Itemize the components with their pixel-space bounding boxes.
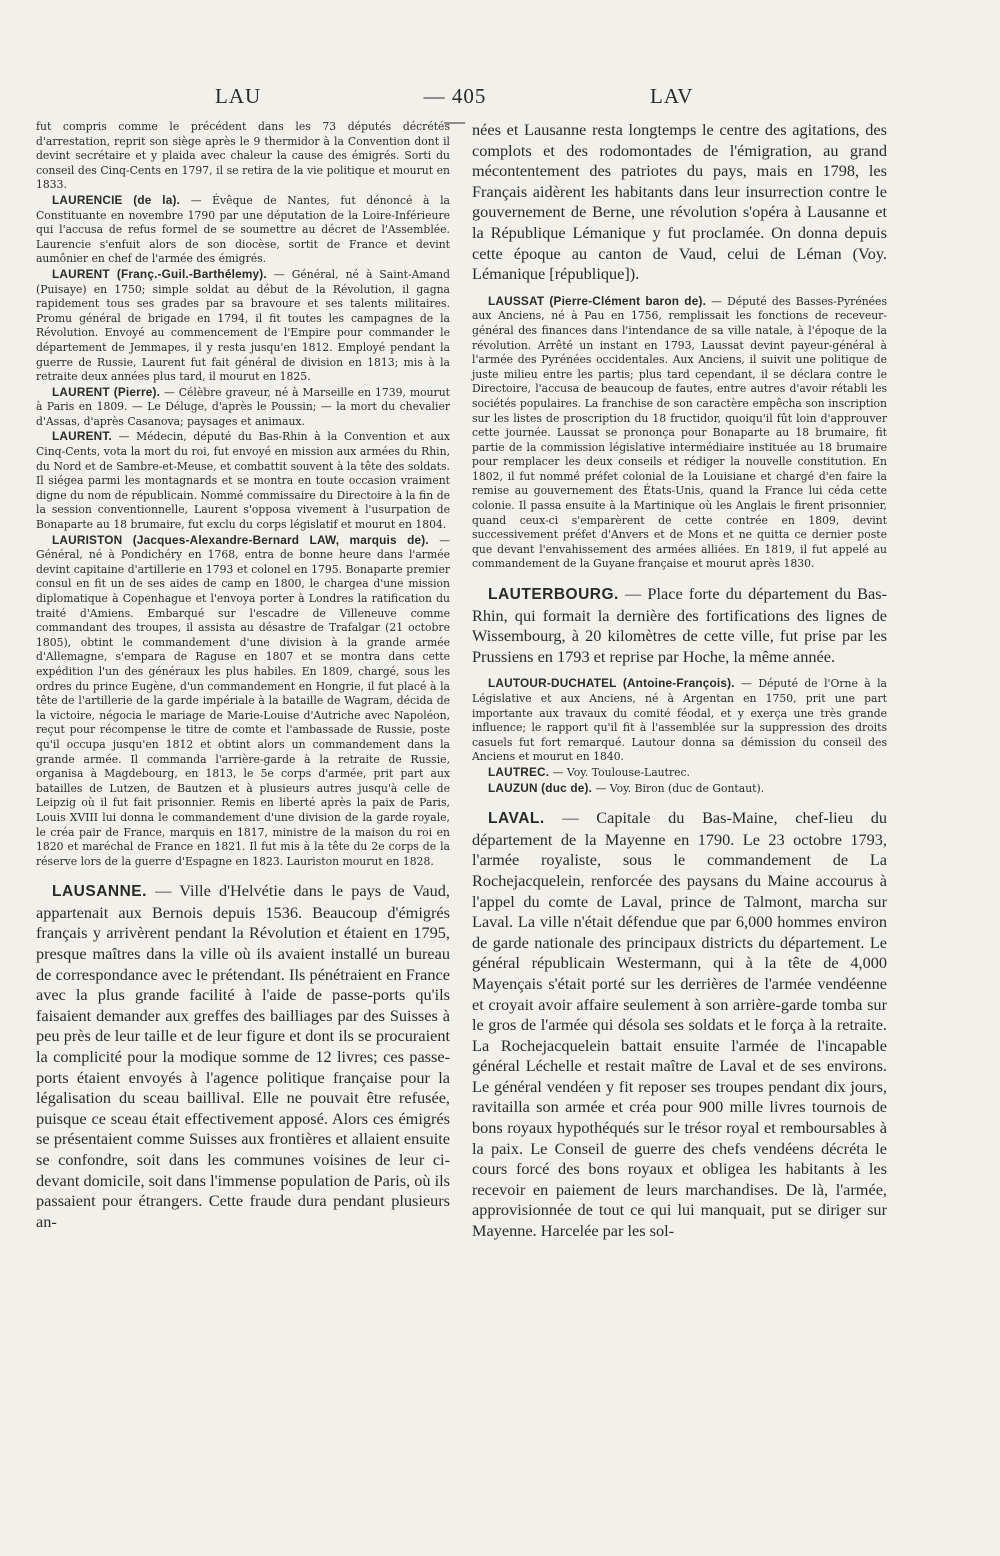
- entry-heading: LAURENCIE (de la).: [52, 192, 181, 207]
- entry-heading: LAUSSAT (Pierre-Clément baron de).: [488, 293, 707, 308]
- entry-heading: LAURISTON (Jacques-Alexandre-Bernard LAW, marquis de).: [52, 532, 429, 547]
- entry-laval: LAVAL. — Capitale du Bas-Maine, chef-lieu du département de la Mayenne en 1790. Le 23 octobre 1793, l'armée royaliste, sous le commandement de La Rochejacquelein, renforcée des paysans du Maine accourus à l'appel du comte de Laval, prince de Talmont, marcha sur Laval. La ville n'était défendue que par 6,000 hommes environ de garde nationale des principaux districts du département. Le général républicain Westermann, qui à la tête de 4,000 Mayençais s'était porté sur les derrières de l'armée vendéenne et croyait avoir affaire seulement à son arrière-garde tomba sur le gros de l'armée qui désola ses soldats et le força à la retraite. La Rochejacquelein battait ensuite l'armée de l'incapable général Léchelle et restait maître de Laval et de ses environs. Le général vendéen y fit reposer ses troupes pendant dix jours, ravitailla son armée et créa pour 900 mille livres tournois de bons royaux hypothéqués sur le trésor royal et remboursables à la paix. Le Conseil de guerre des chefs vendéens décréta le cours forcé des bons royaux et obligea les habitants à les recevoir en paiement de leurs marchandises. De là, l'armée, approvisionnée de tout ce qui lui manquait, put se diriger sur Mayenne. Harcelée par les sol-: [472, 808, 887, 1241]
- entry-lauterbourg: LAUTERBOURG. — Place forte du département du Bas-Rhin, qui formait la dernière des fortifications des lignes de Wissembourg, à 20 kilomètres de cette ville, fut prise par les Prussiens en 1793 et reprise par Hoche, la même année.: [472, 584, 887, 666]
- entry-laussat: LAUSSAT (Pierre-Clément baron de). — Député des Basses-Pyrénées aux Anciens, né à Pau en 1756, remplissait les fonctions de receveur-général des finances dans l'intendance de sa ville natale, à l'époque de la révolution. Arrêté un instant en 1793, Laussat devint payeur-général à l'armée des Pyrénées occidentales. Aux Anciens, il suivit une politique de juste milieu entre les partis; plus tard cependant, il se déclara contre le Directoire, l'accusa de beaucoup de fautes, entre autres d'avoir rétabli les sociétés populaires. La franchise de son caractère empêcha son inscription sur les listes de proscription du 18 fructidor, quoiqu'il fût loin d'approuver cette journée. Laussat se prononça pour Bonaparte au 18 brumaire, fit partie de la commission législative intermédiaire instituée au 18 brumaire pour remplacer les deux conseils et rédiger la nouvelle constitution. En 1802, il fut nommé préfet colonial de la Louisiane et chargé d'en faire la remise au gouvernement des États-Unis, quand la France lui céda cette colonie. Il passa ensuite à la Martinique où les Anglais le firent prisonnier, quand ceux-ci s'emparèrent de cette contrée en 1809, devint successivement préfet d'Anvers et de Mons et ne quitta ce dernier poste que devant l'envahissement des armées alliées. En 1819, il fut appelé au commandement de la Guyane française et mourut après 1830.: [472, 293, 887, 571]
- entry-lauriston: LAURISTON (Jacques-Alexandre-Bernard LAW, marquis de). — Général, né à Pondichéry en 1768, entra de bonne heure dans l'armée devint capitaine d'artillerie en 1793 et colonel en 1795. Bonaparte premier consul en fit un de ses aides de camp en 1800, le chargea d'une mission diplomatique à Copenhague et l'envoya porter à Londres la ratification du traité d'Amiens. Embarqué sur l'escadre de Villeneuve comme commandant des troupes, il assista au désastre de Trafalgar (21 octobre 1805), obtint le commandement d'une division à la grande armée d'Allemagne, s'empara de Raguse en 1807 et se montra dans cette expédition l'un des généraux les plus habiles. En 1809, chargé, sous les ordres du prince Eugène, d'un commandement en Hongrie, il fut placé à la tête de l'artillerie de la garde impériale à la bataille de Wagram, décida de la victoire, négocia le mariage de Marie-Louise d'Autriche avec Napoléon, reçut pour récompense le titre de comte et l'ambassade de Russie, poste qu'il occupa jusqu'en 1812 et obtint alors un commandement dans la grande armée. Il commanda l'arrière-garde à la retraite de Russie, organisa à Magdebourg, en 1813, le 5e corps d'armée, prit part aux batailles de Lutzen, de Bautzen et à plusieurs autres jusqu'à celle de Leipzig où il fut fait prisonnier. Remis en liberté après la paix de Paris, Louis XVIII lui donna le commandement d'une division de la garde royale, le créa pair de France, marquis en 1817, ministre de la maison du roi en 1820 et maréchal de France en 1821. Il fut mis à la tête du 2e corps de la réserve lors de la guerre d'Espagne en 1823. Lauriston mourut en 1828.: [36, 532, 450, 868]
- page-number: — 405 —: [423, 84, 487, 133]
- entry-lautrec: LAUTREC. — Voy. Toulouse-Lautrec.: [488, 764, 690, 779]
- entry-heading: LAVAL.: [488, 810, 545, 828]
- entry-heading: LAUSANNE.: [52, 883, 147, 901]
- entry-laurent-pierre: LAURENT (Pierre). — Célèbre graveur, né à Marseille en 1739, mourut à Paris en 1809. — Le Déluge, d'après le Poussin; — la mort du chevalier d'Assas, d'après Casanova; paysages et animaux.: [36, 384, 450, 428]
- left-column: [36, 120, 450, 1232]
- entry-lausanne: LAUSANNE. — Ville d'Helvétie dans le pays de Vaud, appartenait aux Bernois depuis 1536. Beaucoup d'émigrés français y arrivèrent pendant la Révolution et étaient en 1795, presque maîtres dans la ville où ils avaient installé un bureau de correspondance avec le prétendant. Ils pénétraient en France avec la plus grande facilité à l'aide de passe-ports qu'ils faisaient demander aux greffes des bailliages par des Suisses à peu près de leur taille et de leur figure et dont ils se procuraient la complicité pour la modique somme de 12 livres; ces passe-ports étaient envoyés à l'agence politique française pour la légalisation du sceau baillival. Elle ne pouvait être refusée, puisque ce sceau était effectivement apposé. Alors ces émigrés se présentaient comme Suisses aux frontières et allaient ensuite se confondre, soit dans les communes voisines de leur ci-devant domicile, soit dans l'immense population de Paris, où ils passaient pour étrangers. Cette fraude dura pendant plusieurs an-: [36, 881, 450, 1231]
- entry-continuation: fut compris comme le précédent dans les 73 députés décrétés d'arrestation, reprit son siège après le 9 thermidor à la Convention dont il devint secrétaire et y plaida avec chaleur la cause des émigrés. Sorti du conseil des Cinq-Cents en 1797, il se retira de la vie politique et mourut en 1833.: [36, 120, 450, 192]
- entry-lautour-duchatel: LAUTOUR-DUCHATEL (Antoine-François). — Député de l'Orne à la Législative et aux Anciens, né à Argentan en 1750, prit une part importante aux travaux du comité féodal, et y exerça une très grande influence; le rapport qu'il fit à l'assemblée sur la suppression des droits casuels fut fort remarqué. Lautour donna sa démission du conseil des Anciens et mourut en 1840.: [472, 676, 887, 764]
- entry-heading: LAURENT (Franç.-Guil.-Barthélemy).: [52, 266, 267, 281]
- page-header: [0, 84, 1000, 133]
- entry-laurent-francois: LAURENT (Franç.-Guil.-Barthélemy). — Général, né à Saint-Amand (Puisaye) en 1750; simple soldat au début de la Révolution, il gagna rapidement tous ses grades par sa bravoure et ses talents militaires. Promu général de brigade en 1794, il fit toutes les campagnes de la Révolution. Envoyé au commencement de l'Empire pour commander le département de Jemmapes, il y resta jusqu'en 1812. Employé pendant la guerre de Russie, Laurent fut fait général de division en 1813; mis à la retraite deux années plus tard, il mourut en 1825.: [36, 266, 450, 384]
- entry-lauzun: LAUZUN (duc de). — Voy. Biron (duc de Gontaut).: [488, 780, 765, 795]
- entry-laurencie: LAURENCIE (de la). — Évêque de Nantes, fut dénoncé à la Constituante en novembre 1790 par une députation de la Loire-Inférieure qui l'accusa de refus formel de se soumettre au décret de l'Assemblée. Laurencie s'enfuit alors de son diocèse, sortit de France et devint aumônier en chef de l'armée des émigrés.: [36, 192, 450, 266]
- running-head-right: LAV: [650, 84, 694, 108]
- entry-heading: LAUTOUR-DUCHATEL (Antoine-François).: [488, 676, 735, 691]
- right-column: [472, 120, 887, 1242]
- entry-heading: LAUZUN (duc de).: [488, 780, 593, 795]
- entry-heading: LAUTERBOURG.: [488, 586, 619, 604]
- running-head-left: LAU: [215, 84, 262, 108]
- entry-heading: LAUTREC.: [488, 764, 550, 779]
- entry-heading: LAURENT.: [52, 429, 112, 444]
- entry-laurent: LAURENT. — Médecin, député du Bas-Rhin à la Convention et aux Cinq-Cents, vota la mort du roi, fut envoyé en mission aux armées du Rhin, du Nord et de Sambre-et-Meuse, et combattit souvent à la tête des soldats. Il siégea parmi les montagnards et se montra en toute occasion vraiment digne du nom de républicain. Nommé commissaire du Directoire à la fin de la session conventionnelle, Laurent s'opposa vivement à l'usurpation de Bonaparte au 18 brumaire, fut exclu du corps législatif et mourut en 1804.: [36, 429, 450, 532]
- entry-lausanne-continuation: nées et Lausanne resta longtemps le centre des agitations, des complots et des rodomontades de l'émigration, au grand mécontentement des patriotes du pays, mais en 1798, les Français aidèrent les habitants dans leur insurrection contre le gouvernement de Berne, une révolution s'opéra à Lausanne et la République Lémanique y fut proclamée. On donna depuis cette époque au canton de Vaud, celui de Léman (Voy. Lémanique [république]).: [472, 120, 887, 284]
- entry-heading: LAURENT (Pierre).: [52, 384, 161, 399]
